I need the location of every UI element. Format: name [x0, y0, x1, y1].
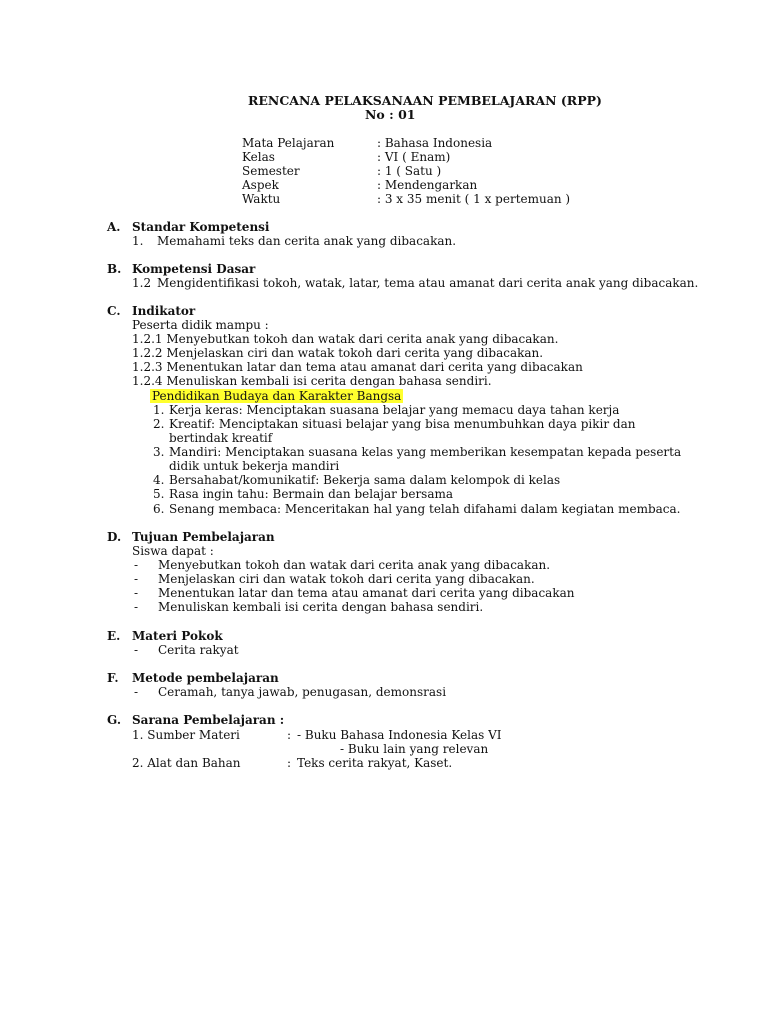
section-letter: C.: [107, 304, 121, 318]
identity-label: Kelas: [242, 150, 275, 164]
identity-value: : VI ( Enam): [377, 150, 451, 164]
indicator-item: 1.2.4 Menuliskan kembali isi cerita dengan bahasa sendiri.: [132, 374, 492, 388]
resource-label: 2. Alat dan Bahan: [132, 756, 241, 770]
indicator-item: 1.2.3 Menentukan latar dan tema atau amanat dari cerita yang dibacakan: [132, 360, 583, 374]
indicator-item: 1.2.1 Menyebutkan tokoh dan watak dari cerita anak yang dibacakan.: [132, 332, 559, 346]
section-heading: Indikator: [132, 304, 196, 318]
identity-label: Waktu: [242, 192, 281, 206]
bullet-dash: -: [134, 572, 139, 586]
list-number: 4.: [153, 473, 165, 487]
list-number: 3.: [153, 445, 165, 459]
resource-label: 1. Sumber Materi: [132, 728, 240, 742]
list-item: Menentukan latar dan tema atau amanat dari cerita yang dibacakan: [158, 586, 575, 600]
list-number: 6.: [153, 502, 165, 516]
list-number: 1.2: [132, 276, 152, 290]
character-heading: Pendidikan Budaya dan Karakter Bangsa: [152, 389, 402, 403]
list-item: Menjelaskan ciri dan watak tokoh dari cerita yang dibacakan.: [158, 572, 535, 586]
section-letter: E.: [107, 629, 121, 643]
identity-value: : 3 x 35 menit ( 1 x pertemuan ): [377, 192, 571, 206]
section-letter: F.: [107, 671, 119, 685]
section-heading: Sarana Pembelajaran :: [132, 713, 285, 727]
bullet-dash: -: [134, 643, 139, 657]
list-number: 1.: [132, 234, 144, 248]
resource-value: - Buku Bahasa Indonesia Kelas VI: [297, 728, 502, 742]
list-item: Cerita rakyat: [158, 643, 239, 657]
list-number: 1.: [153, 403, 165, 417]
resource-colon: :: [287, 728, 292, 742]
resource-colon: :: [287, 756, 292, 770]
identity-value: : 1 ( Satu ): [377, 164, 442, 178]
identity-label: Semester: [242, 164, 300, 178]
section-intro: Peserta didik mampu :: [132, 318, 269, 332]
character-item: Rasa ingin tahu: Bermain dan belajar bersama: [169, 487, 454, 501]
character-item: Mandiri: Menciptakan suasana kelas yang memberikan kesempatan kepada peserta didik untuk bekerja mandiri: [169, 445, 682, 473]
section-heading: Standar Kompetensi: [132, 220, 270, 234]
section-heading: Materi Pokok: [132, 629, 223, 643]
list-item: Memahami teks dan cerita anak yang dibacakan.: [157, 234, 457, 248]
character-item: Senang membaca: Menceritakan hal yang telah difahami dalam kegiatan membaca.: [169, 502, 681, 516]
bullet-dash: -: [134, 685, 139, 699]
section-intro: Siswa dapat :: [132, 544, 214, 558]
list-item: Menyebutkan tokoh dan watak dari cerita anak yang dibacakan.: [158, 558, 551, 572]
bullet-dash: -: [134, 586, 139, 600]
indicator-item: 1.2.2 Menjelaskan ciri dan watak tokoh dari cerita yang dibacakan.: [132, 346, 544, 360]
list-number: 5.: [153, 487, 165, 501]
list-item: Mengidentifikasi tokoh, watak, latar, tema atau amanat dari cerita anak yang dibacakan.: [157, 276, 699, 290]
bullet-dash: -: [134, 600, 139, 614]
resource-value-secondary: - Buku lain yang relevan: [340, 742, 489, 756]
character-item: Bersahabat/komunikatif: Bekerja sama dalam kelompok di kelas: [169, 473, 561, 487]
identity-value: : Mendengarkan: [377, 178, 478, 192]
character-heading-wrap: [150, 389, 403, 403]
section-heading: Tujuan Pembelajaran: [132, 530, 275, 544]
section-letter: A.: [107, 220, 121, 234]
section-letter: B.: [107, 262, 122, 276]
page-title: RENCANA PELAKSANAAN PEMBELAJARAN (RPP): [248, 93, 602, 108]
section-heading: Kompetensi Dasar: [132, 262, 256, 276]
list-item: Menuliskan kembali isi cerita dengan bahasa sendiri.: [158, 600, 484, 614]
identity-label: Mata Pelajaran: [242, 136, 335, 150]
list-item: Ceramah, tanya jawab, penugasan, demonsrasi: [158, 685, 447, 699]
identity-value: : Bahasa Indonesia: [377, 136, 493, 150]
identity-label: Aspek: [242, 178, 279, 192]
document-number: No : 01: [365, 107, 416, 122]
section-heading: Metode pembelajaran: [132, 671, 279, 685]
list-number: 2.: [153, 417, 165, 431]
bullet-dash: -: [134, 558, 139, 572]
resource-value: Teks cerita rakyat, Kaset.: [297, 756, 453, 770]
character-item: Kreatif: Menciptakan situasi belajar yang bisa menumbuhkan daya pikir dan bertindak kreatif: [169, 417, 636, 445]
section-letter: D.: [107, 530, 122, 544]
section-letter: G.: [107, 713, 121, 727]
character-item: Kerja keras: Menciptakan suasana belajar yang memacu daya tahan kerja: [169, 403, 620, 417]
